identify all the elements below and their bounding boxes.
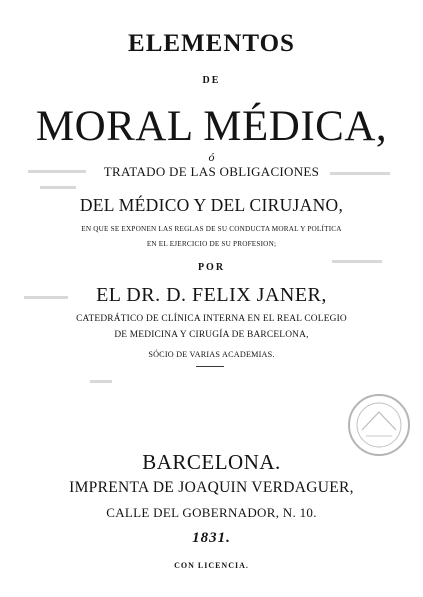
- imprint-street: CALLE DEL GOBERNADOR, N. 10.: [106, 505, 317, 520]
- bleed-through-mark: [28, 170, 86, 173]
- credential-line-2: DE MEDICINA Y CIRUGÍA DE BARCELONA,: [114, 330, 309, 340]
- author-name: EL DR. D. FELIX JANER,: [96, 284, 327, 306]
- credential-line-1: CATEDRÁTICO DE CLÍNICA INTERNA EN EL REAL COLEGIO: [76, 314, 347, 324]
- imprint-year: 1831.: [192, 530, 231, 546]
- subtitle-line-2: DEL MÉDICO Y DEL CIRUJANO,: [79, 195, 344, 215]
- imprint-printer: IMPRENTA DE JOAQUIN VERDAGUER,: [69, 479, 354, 496]
- imprint-city: BARCELONA.: [142, 450, 281, 474]
- conjunction-o: ó: [208, 150, 215, 164]
- imprint-license: CON LICENCIA.: [174, 561, 249, 570]
- bleed-through-mark: [24, 296, 68, 299]
- bleed-through-mark: [90, 380, 112, 383]
- heading-de: DE: [202, 75, 221, 86]
- bleed-through-mark: [330, 172, 390, 175]
- bleed-through-mark: [40, 186, 76, 189]
- explanation-line-1: EN QUE SE EXPONEN LAS REGLAS DE SU CONDUCTA MORAL Y POLÍTICA: [81, 225, 342, 233]
- subtitle-line-1: TRATADO DE LAS OBLIGACIONES: [103, 164, 320, 179]
- by-line: POR: [197, 262, 226, 273]
- heading-elementos: ELEMENTOS: [128, 30, 295, 57]
- main-title: MORAL MÉDICA,: [35, 103, 388, 150]
- bleed-through-mark: [332, 260, 382, 263]
- credential-line-3: SÓCIO DE VARIAS ACADEMIAS.: [148, 350, 275, 359]
- explanation-line-2: EN EL EJERCICIO DE SU PROFESION;: [146, 240, 277, 248]
- divider-rule: [196, 366, 224, 367]
